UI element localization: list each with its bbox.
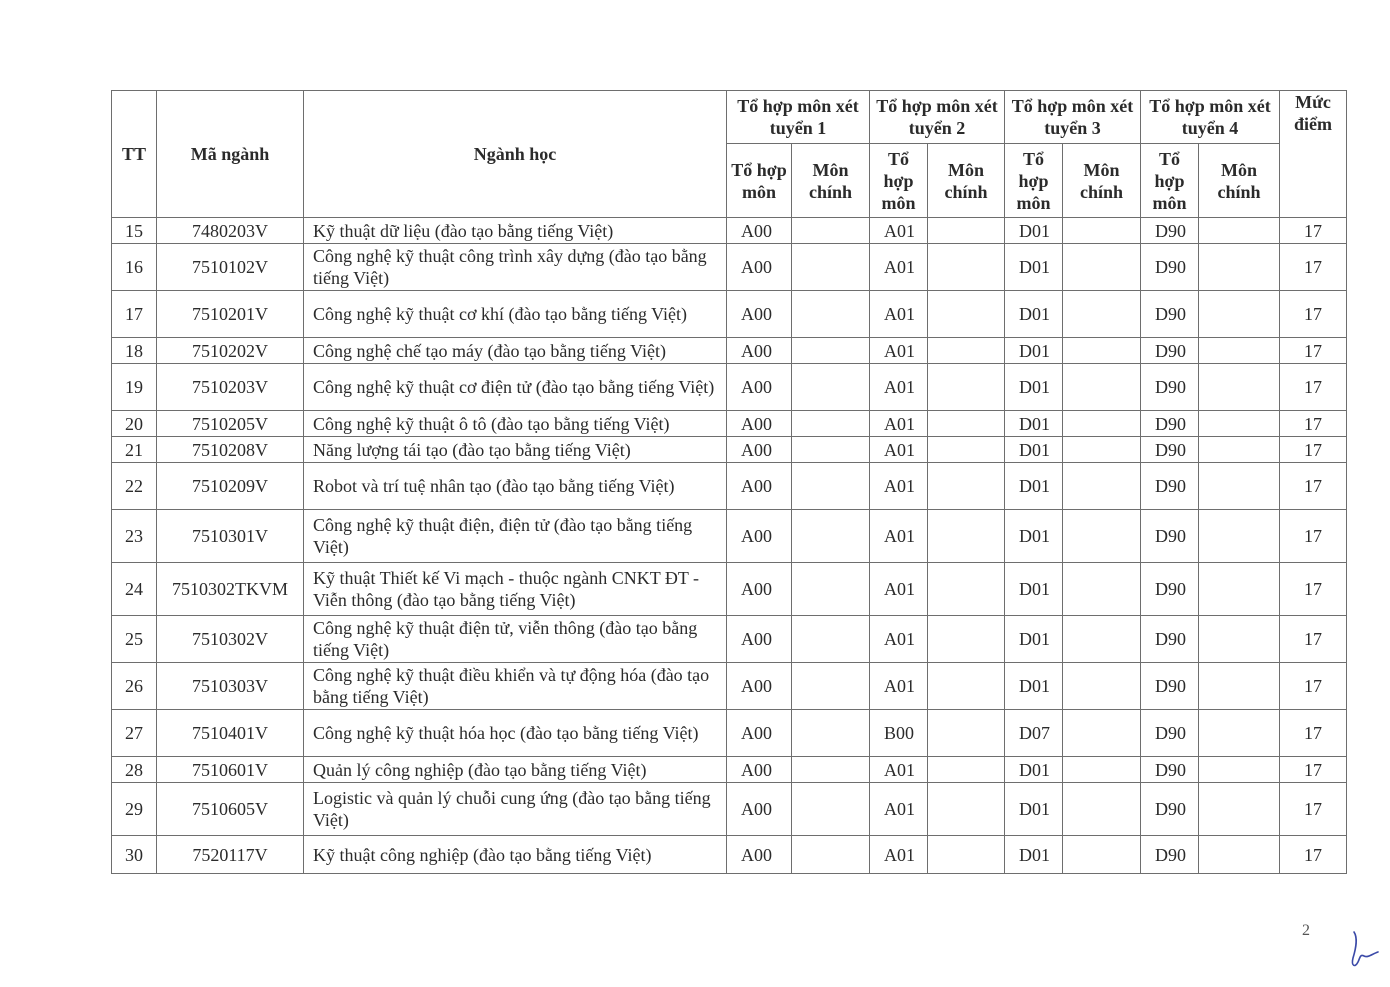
cell-to-hop-3: D01	[1005, 616, 1063, 663]
cell-muc-diem: 17	[1280, 218, 1347, 244]
cell-mon-chinh-2	[928, 510, 1005, 563]
table-row	[112, 291, 1347, 338]
cell-mon-chinh-2	[928, 783, 1005, 836]
cell-mon-chinh-3	[1063, 218, 1141, 244]
cell-to-hop-2: A01	[870, 757, 928, 783]
cell-nganh-hoc: Kỹ thuật Thiết kế Vi mạch - thuộc ngành CNKT ĐT - Viễn thông (đào tạo bằng tiếng Việt)	[304, 563, 727, 616]
cell-mon-chinh-1	[792, 244, 870, 291]
cell-to-hop-2: A01	[870, 364, 928, 411]
cell-ma-nganh: 7510605V	[157, 783, 304, 836]
cell-mon-chinh-1	[792, 563, 870, 616]
cell-mon-chinh-4	[1199, 218, 1280, 244]
cell-mon-chinh-1	[792, 218, 870, 244]
admission-table	[111, 90, 1347, 874]
cell-muc-diem: 17	[1280, 616, 1347, 663]
cell-mon-chinh-4	[1199, 710, 1280, 757]
cell-tt: 17	[112, 291, 157, 338]
cell-to-hop-2: A01	[870, 411, 928, 437]
cell-mon-chinh-1	[792, 437, 870, 463]
cell-to-hop-3: D01	[1005, 411, 1063, 437]
cell-mon-chinh-4	[1199, 510, 1280, 563]
cell-muc-diem: 17	[1280, 291, 1347, 338]
cell-mon-chinh-3	[1063, 364, 1141, 411]
cell-nganh-hoc: Công nghệ kỹ thuật điều khiển và tự động hóa (đào tạo bằng tiếng Việt)	[304, 663, 727, 710]
header-tt: TT	[112, 91, 157, 218]
cell-mon-chinh-3	[1063, 563, 1141, 616]
signature-mark	[1346, 928, 1382, 972]
cell-muc-diem: 17	[1280, 783, 1347, 836]
cell-to-hop-4: D90	[1141, 437, 1199, 463]
subheader-mon-chinh: Môn chính	[928, 144, 1005, 218]
cell-to-hop-1: A00	[727, 783, 792, 836]
cell-mon-chinh-3	[1063, 710, 1141, 757]
cell-to-hop-3: D01	[1005, 244, 1063, 291]
cell-mon-chinh-3	[1063, 338, 1141, 364]
cell-mon-chinh-2	[928, 836, 1005, 874]
cell-to-hop-2: A01	[870, 616, 928, 663]
table-row	[112, 463, 1347, 510]
cell-ma-nganh: 7520117V	[157, 836, 304, 874]
cell-mon-chinh-2	[928, 757, 1005, 783]
cell-mon-chinh-1	[792, 411, 870, 437]
cell-nganh-hoc: Quản lý công nghiệp (đào tạo bằng tiếng Việt)	[304, 757, 727, 783]
cell-nganh-hoc: Công nghệ kỹ thuật cơ khí (đào tạo bằng tiếng Việt)	[304, 291, 727, 338]
cell-tt: 21	[112, 437, 157, 463]
cell-mon-chinh-1	[792, 663, 870, 710]
cell-mon-chinh-4	[1199, 563, 1280, 616]
cell-to-hop-4: D90	[1141, 616, 1199, 663]
header-nganh-hoc: Ngành học	[304, 91, 727, 218]
cell-mon-chinh-3	[1063, 757, 1141, 783]
cell-ma-nganh: 7510601V	[157, 757, 304, 783]
cell-nganh-hoc: Công nghệ chế tạo máy (đào tạo bằng tiếng Việt)	[304, 338, 727, 364]
cell-mon-chinh-3	[1063, 437, 1141, 463]
subheader-mon-chinh: Môn chính	[792, 144, 870, 218]
cell-to-hop-1: A00	[727, 510, 792, 563]
cell-mon-chinh-2	[928, 244, 1005, 291]
cell-to-hop-1: A00	[727, 364, 792, 411]
cell-to-hop-1: A00	[727, 411, 792, 437]
cell-mon-chinh-3	[1063, 463, 1141, 510]
table-row	[112, 616, 1347, 663]
cell-mon-chinh-4	[1199, 437, 1280, 463]
subheader-to-hop-mon: Tổ hợp môn	[870, 144, 928, 218]
cell-ma-nganh: 7480203V	[157, 218, 304, 244]
cell-to-hop-4: D90	[1141, 411, 1199, 437]
cell-to-hop-1: A00	[727, 836, 792, 874]
cell-to-hop-3: D01	[1005, 218, 1063, 244]
cell-tt: 28	[112, 757, 157, 783]
cell-ma-nganh: 7510302TKVM	[157, 563, 304, 616]
cell-mon-chinh-3	[1063, 291, 1141, 338]
cell-to-hop-4: D90	[1141, 218, 1199, 244]
cell-mon-chinh-2	[928, 411, 1005, 437]
cell-ma-nganh: 7510203V	[157, 364, 304, 411]
cell-to-hop-2: A01	[870, 663, 928, 710]
cell-to-hop-2: A01	[870, 463, 928, 510]
table-header	[112, 91, 1347, 218]
cell-mon-chinh-1	[792, 710, 870, 757]
cell-to-hop-2: A01	[870, 218, 928, 244]
subheader-to-hop-mon: Tổ hợp môn	[727, 144, 792, 218]
cell-to-hop-3: D01	[1005, 757, 1063, 783]
header-to-hop-4: Tổ hợp môn xét tuyển 4	[1141, 91, 1280, 144]
cell-tt: 19	[112, 364, 157, 411]
cell-mon-chinh-4	[1199, 463, 1280, 510]
cell-to-hop-4: D90	[1141, 463, 1199, 510]
cell-to-hop-1: A00	[727, 338, 792, 364]
cell-tt: 24	[112, 563, 157, 616]
table-row	[112, 757, 1347, 783]
cell-to-hop-2: A01	[870, 291, 928, 338]
cell-mon-chinh-2	[928, 710, 1005, 757]
cell-muc-diem: 17	[1280, 563, 1347, 616]
cell-to-hop-1: A00	[727, 291, 792, 338]
cell-tt: 15	[112, 218, 157, 244]
cell-to-hop-4: D90	[1141, 510, 1199, 563]
cell-mon-chinh-4	[1199, 616, 1280, 663]
cell-ma-nganh: 7510205V	[157, 411, 304, 437]
cell-to-hop-1: A00	[727, 463, 792, 510]
cell-to-hop-4: D90	[1141, 338, 1199, 364]
cell-nganh-hoc: Robot và trí tuệ nhân tạo (đào tạo bằng tiếng Việt)	[304, 463, 727, 510]
cell-ma-nganh: 7510303V	[157, 663, 304, 710]
cell-to-hop-4: D90	[1141, 783, 1199, 836]
cell-to-hop-3: D01	[1005, 338, 1063, 364]
cell-to-hop-3: D01	[1005, 836, 1063, 874]
cell-nganh-hoc: Năng lượng tái tạo (đào tạo bằng tiếng Việt)	[304, 437, 727, 463]
cell-nganh-hoc: Công nghệ kỹ thuật điện tử, viễn thông (đào tạo bằng tiếng Việt)	[304, 616, 727, 663]
cell-mon-chinh-2	[928, 463, 1005, 510]
cell-muc-diem: 17	[1280, 364, 1347, 411]
cell-mon-chinh-1	[792, 463, 870, 510]
cell-mon-chinh-4	[1199, 836, 1280, 874]
cell-to-hop-1: A00	[727, 616, 792, 663]
cell-mon-chinh-3	[1063, 783, 1141, 836]
cell-mon-chinh-2	[928, 437, 1005, 463]
cell-to-hop-3: D07	[1005, 710, 1063, 757]
cell-mon-chinh-3	[1063, 411, 1141, 437]
cell-to-hop-1: A00	[727, 437, 792, 463]
cell-mon-chinh-2	[928, 218, 1005, 244]
cell-to-hop-4: D90	[1141, 563, 1199, 616]
cell-mon-chinh-3	[1063, 663, 1141, 710]
cell-mon-chinh-4	[1199, 291, 1280, 338]
cell-to-hop-1: A00	[727, 563, 792, 616]
cell-to-hop-4: D90	[1141, 364, 1199, 411]
cell-tt: 16	[112, 244, 157, 291]
cell-muc-diem: 17	[1280, 411, 1347, 437]
cell-muc-diem: 17	[1280, 244, 1347, 291]
cell-to-hop-3: D01	[1005, 663, 1063, 710]
cell-nganh-hoc: Kỹ thuật công nghiệp (đào tạo bằng tiếng Việt)	[304, 836, 727, 874]
cell-tt: 22	[112, 463, 157, 510]
cell-muc-diem: 17	[1280, 836, 1347, 874]
cell-to-hop-1: A00	[727, 244, 792, 291]
cell-tt: 29	[112, 783, 157, 836]
cell-muc-diem: 17	[1280, 710, 1347, 757]
cell-nganh-hoc: Công nghệ kỹ thuật hóa học (đào tạo bằng tiếng Việt)	[304, 710, 727, 757]
cell-to-hop-1: A00	[727, 710, 792, 757]
cell-to-hop-4: D90	[1141, 291, 1199, 338]
subheader-muc-diem-spacer	[1280, 144, 1347, 218]
table-row	[112, 437, 1347, 463]
cell-mon-chinh-4	[1199, 364, 1280, 411]
cell-muc-diem: 17	[1280, 338, 1347, 364]
cell-mon-chinh-4	[1199, 244, 1280, 291]
cell-to-hop-2: A01	[870, 836, 928, 874]
cell-nganh-hoc: Logistic và quản lý chuỗi cung ứng (đào tạo bằng tiếng Việt)	[304, 783, 727, 836]
cell-to-hop-3: D01	[1005, 291, 1063, 338]
cell-nganh-hoc: Công nghệ kỹ thuật ô tô (đào tạo bằng tiếng Việt)	[304, 411, 727, 437]
cell-muc-diem: 17	[1280, 757, 1347, 783]
cell-mon-chinh-4	[1199, 757, 1280, 783]
subheader-mon-chinh: Môn chính	[1199, 144, 1280, 218]
subheader-to-hop-mon: Tổ hợp môn	[1141, 144, 1199, 218]
cell-ma-nganh: 7510302V	[157, 616, 304, 663]
cell-mon-chinh-3	[1063, 510, 1141, 563]
cell-nganh-hoc: Công nghệ kỹ thuật công trình xây dựng (đào tạo bằng tiếng Việt)	[304, 244, 727, 291]
page-number: 2	[1302, 922, 1310, 939]
cell-mon-chinh-1	[792, 757, 870, 783]
cell-to-hop-4: D90	[1141, 244, 1199, 291]
cell-to-hop-2: A01	[870, 437, 928, 463]
cell-to-hop-2: A01	[870, 783, 928, 836]
cell-mon-chinh-2	[928, 291, 1005, 338]
cell-nganh-hoc: Kỹ thuật dữ liệu (đào tạo bằng tiếng Việt)	[304, 218, 727, 244]
cell-to-hop-3: D01	[1005, 510, 1063, 563]
table-row	[112, 510, 1347, 563]
header-to-hop-1: Tổ hợp môn xét tuyển 1	[727, 91, 870, 144]
table-body	[112, 218, 1347, 874]
cell-mon-chinh-2	[928, 563, 1005, 616]
table-row	[112, 783, 1347, 836]
cell-mon-chinh-4	[1199, 411, 1280, 437]
table-row	[112, 563, 1347, 616]
cell-tt: 20	[112, 411, 157, 437]
cell-mon-chinh-2	[928, 616, 1005, 663]
cell-mon-chinh-4	[1199, 338, 1280, 364]
cell-ma-nganh: 7510102V	[157, 244, 304, 291]
table-row	[112, 663, 1347, 710]
table-row	[112, 710, 1347, 757]
subheader-mon-chinh: Môn chính	[1063, 144, 1141, 218]
cell-to-hop-3: D01	[1005, 783, 1063, 836]
cell-to-hop-4: D90	[1141, 663, 1199, 710]
table-row	[112, 364, 1347, 411]
cell-mon-chinh-1	[792, 836, 870, 874]
cell-nganh-hoc: Công nghệ kỹ thuật cơ điện tử (đào tạo bằng tiếng Việt)	[304, 364, 727, 411]
cell-mon-chinh-1	[792, 783, 870, 836]
cell-to-hop-2: A01	[870, 338, 928, 364]
cell-muc-diem: 17	[1280, 463, 1347, 510]
cell-tt: 23	[112, 510, 157, 563]
cell-nganh-hoc: Công nghệ kỹ thuật điện, điện tử (đào tạo bằng tiếng Việt)	[304, 510, 727, 563]
cell-to-hop-2: B00	[870, 710, 928, 757]
subheader-to-hop-mon: Tổ hợp môn	[1005, 144, 1063, 218]
cell-to-hop-1: A00	[727, 218, 792, 244]
cell-tt: 18	[112, 338, 157, 364]
cell-ma-nganh: 7510208V	[157, 437, 304, 463]
header-muc-diem: Mức điểm	[1280, 91, 1347, 144]
cell-muc-diem: 17	[1280, 663, 1347, 710]
cell-mon-chinh-2	[928, 364, 1005, 411]
cell-mon-chinh-2	[928, 663, 1005, 710]
header-to-hop-2: Tổ hợp môn xét tuyển 2	[870, 91, 1005, 144]
cell-muc-diem: 17	[1280, 437, 1347, 463]
cell-ma-nganh: 7510201V	[157, 291, 304, 338]
cell-to-hop-2: A01	[870, 563, 928, 616]
cell-mon-chinh-3	[1063, 836, 1141, 874]
cell-ma-nganh: 7510202V	[157, 338, 304, 364]
header-ma-nganh: Mã ngành	[157, 91, 304, 218]
header-to-hop-3: Tổ hợp môn xét tuyển 3	[1005, 91, 1141, 144]
cell-muc-diem: 17	[1280, 510, 1347, 563]
cell-tt: 30	[112, 836, 157, 874]
cell-mon-chinh-4	[1199, 783, 1280, 836]
cell-to-hop-3: D01	[1005, 437, 1063, 463]
cell-to-hop-3: D01	[1005, 563, 1063, 616]
cell-to-hop-4: D90	[1141, 836, 1199, 874]
cell-to-hop-3: D01	[1005, 463, 1063, 510]
cell-to-hop-3: D01	[1005, 364, 1063, 411]
cell-tt: 27	[112, 710, 157, 757]
cell-tt: 26	[112, 663, 157, 710]
cell-to-hop-1: A00	[727, 757, 792, 783]
cell-mon-chinh-1	[792, 338, 870, 364]
cell-mon-chinh-1	[792, 510, 870, 563]
cell-mon-chinh-4	[1199, 663, 1280, 710]
cell-ma-nganh: 7510301V	[157, 510, 304, 563]
cell-to-hop-4: D90	[1141, 757, 1199, 783]
cell-mon-chinh-2	[928, 338, 1005, 364]
table-row	[112, 836, 1347, 874]
table-row	[112, 218, 1347, 244]
cell-ma-nganh: 7510209V	[157, 463, 304, 510]
table-row	[112, 244, 1347, 291]
cell-mon-chinh-1	[792, 616, 870, 663]
cell-mon-chinh-1	[792, 291, 870, 338]
cell-tt: 25	[112, 616, 157, 663]
cell-to-hop-1: A00	[727, 663, 792, 710]
cell-to-hop-4: D90	[1141, 710, 1199, 757]
cell-mon-chinh-3	[1063, 244, 1141, 291]
cell-mon-chinh-1	[792, 364, 870, 411]
table-row	[112, 411, 1347, 437]
cell-to-hop-2: A01	[870, 244, 928, 291]
cell-ma-nganh: 7510401V	[157, 710, 304, 757]
table-row	[112, 338, 1347, 364]
cell-mon-chinh-3	[1063, 616, 1141, 663]
cell-to-hop-2: A01	[870, 510, 928, 563]
